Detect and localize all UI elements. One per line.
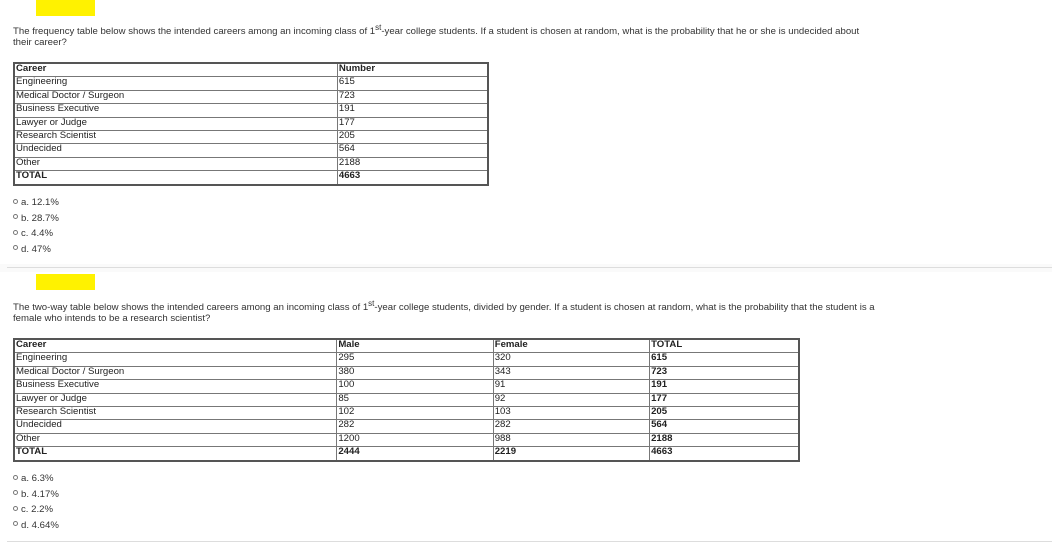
cell-career: Engineering <box>14 353 337 366</box>
radio-icon[interactable] <box>13 490 18 495</box>
cell-male: 380 <box>337 366 493 379</box>
question-1-line-a: The frequency table below shows the intended careers among an incoming class of 1 <box>13 26 376 37</box>
answer-choice[interactable] <box>13 195 59 211</box>
frequency-table <box>13 62 489 186</box>
cell-number: 723 <box>337 90 488 103</box>
answer-choice[interactable] <box>13 242 59 258</box>
cell-career: Other <box>14 433 337 446</box>
table-row <box>14 104 488 117</box>
cell-career: Lawyer or Judge <box>14 393 337 406</box>
question-1-sup: st <box>375 22 382 32</box>
cell-total: 615 <box>650 353 799 366</box>
cell-total: 2188 <box>650 433 799 446</box>
cell-male: 100 <box>337 380 493 393</box>
question-2-sup: st <box>368 298 375 308</box>
radio-icon[interactable] <box>13 245 18 250</box>
cell-number: 177 <box>337 117 488 130</box>
cell-male: 295 <box>337 353 493 366</box>
table-row <box>14 77 488 90</box>
radio-icon[interactable] <box>13 199 18 204</box>
question-2-line-b: -year college students, divided by gender. If a student is chosen at random, what is the probability that the student is a <box>374 302 875 313</box>
cell-career: Other <box>14 157 337 170</box>
answer-choice[interactable] <box>13 226 59 242</box>
cell-total-label: TOTAL <box>14 171 337 185</box>
highlight-mark-2 <box>36 274 95 290</box>
table-header-row <box>14 339 799 353</box>
cell-total-female: 2219 <box>493 447 649 461</box>
cell-number: 205 <box>337 130 488 143</box>
table-total-row <box>14 447 799 461</box>
cell-career: Lawyer or Judge <box>14 117 337 130</box>
cell-number: 191 <box>337 104 488 117</box>
cell-male: 282 <box>337 420 493 433</box>
radio-icon[interactable] <box>13 521 18 526</box>
radio-icon[interactable] <box>13 506 18 511</box>
table-row <box>14 144 488 157</box>
question-1-text <box>13 22 1013 48</box>
cell-total: 723 <box>650 366 799 379</box>
cell-female: 282 <box>493 420 649 433</box>
cell-total-all: 4663 <box>650 447 799 461</box>
question-2-line-a: The two-way table below shows the intended careers among an incoming class of 1 <box>13 302 369 313</box>
cell-career: Engineering <box>14 77 337 90</box>
answer-choice[interactable] <box>13 487 59 503</box>
cell-female: 103 <box>493 406 649 419</box>
cell-female: 91 <box>493 380 649 393</box>
cell-male: 85 <box>337 393 493 406</box>
cell-female: 320 <box>493 353 649 366</box>
cell-career: Business Executive <box>14 104 337 117</box>
table-row <box>14 117 488 130</box>
choice-label: d. 47% <box>21 243 51 255</box>
cell-female: 92 <box>493 393 649 406</box>
choice-label: c. 2.2% <box>21 504 53 515</box>
header-career: Career <box>14 63 337 77</box>
section-divider <box>7 267 1052 268</box>
cell-career: Medical Doctor / Surgeon <box>14 366 337 379</box>
two-way-table <box>13 338 800 462</box>
answer-choice[interactable] <box>13 518 59 534</box>
question-1-line-b: -year college students. If a student is chosen at random, what is the probability that he or she is undecided about <box>381 26 860 37</box>
header-number: Number <box>337 63 488 77</box>
section-divider-band <box>0 264 1052 272</box>
cell-total-label: TOTAL <box>14 447 337 461</box>
table-row <box>14 353 799 366</box>
header-male: Male <box>337 339 493 353</box>
cell-career: Undecided <box>14 420 337 433</box>
cell-female: 988 <box>493 433 649 446</box>
table-row <box>14 433 799 446</box>
choice-label: b. 4.17% <box>21 488 59 500</box>
cell-career: Research Scientist <box>14 130 337 143</box>
answer-choice[interactable] <box>13 211 59 227</box>
cell-number: 2188 <box>337 157 488 170</box>
cell-career: Medical Doctor / Surgeon <box>14 90 337 103</box>
cell-total: 191 <box>650 380 799 393</box>
answer-choices-1 <box>13 195 59 257</box>
cell-number: 615 <box>337 77 488 90</box>
radio-icon[interactable] <box>13 475 18 480</box>
header-female: Female <box>493 339 649 353</box>
highlight-mark-1 <box>36 0 95 16</box>
table-row <box>14 130 488 143</box>
cell-total: 564 <box>650 420 799 433</box>
table-total-row <box>14 171 488 185</box>
choice-label: d. 4.64% <box>21 519 59 531</box>
answer-choice[interactable] <box>13 471 59 487</box>
cell-career: Research Scientist <box>14 406 337 419</box>
header-career: Career <box>14 339 337 353</box>
answer-choice[interactable] <box>13 502 59 518</box>
question-2-text <box>13 298 1033 324</box>
choice-label: a. 12.1% <box>21 197 59 208</box>
cell-number: 564 <box>337 144 488 157</box>
table-row <box>14 157 488 170</box>
cell-female: 343 <box>493 366 649 379</box>
choice-label: b. 28.7% <box>21 212 59 224</box>
table-row <box>14 406 799 419</box>
header-total: TOTAL <box>650 339 799 353</box>
table-row <box>14 366 799 379</box>
table-row <box>14 90 488 103</box>
cell-male: 102 <box>337 406 493 419</box>
answer-choices-2 <box>13 471 59 533</box>
cell-total-value: 4663 <box>337 171 488 185</box>
cell-career: Business Executive <box>14 380 337 393</box>
radio-icon[interactable] <box>13 230 18 235</box>
cell-total-male: 2444 <box>337 447 493 461</box>
choice-label: a. 6.3% <box>21 473 54 484</box>
bottom-divider <box>7 541 1052 542</box>
table-row <box>14 380 799 393</box>
cell-male: 1200 <box>337 433 493 446</box>
cell-total: 205 <box>650 406 799 419</box>
table-header-row <box>14 63 488 77</box>
choice-label: c. 4.4% <box>21 228 53 239</box>
table-row <box>14 393 799 406</box>
table-row <box>14 420 799 433</box>
question-1-line-c: their career? <box>13 37 67 48</box>
question-2-line-c: female who intends to be a research scientist? <box>13 313 211 324</box>
cell-career: Undecided <box>14 144 337 157</box>
cell-total: 177 <box>650 393 799 406</box>
radio-icon[interactable] <box>13 214 18 219</box>
